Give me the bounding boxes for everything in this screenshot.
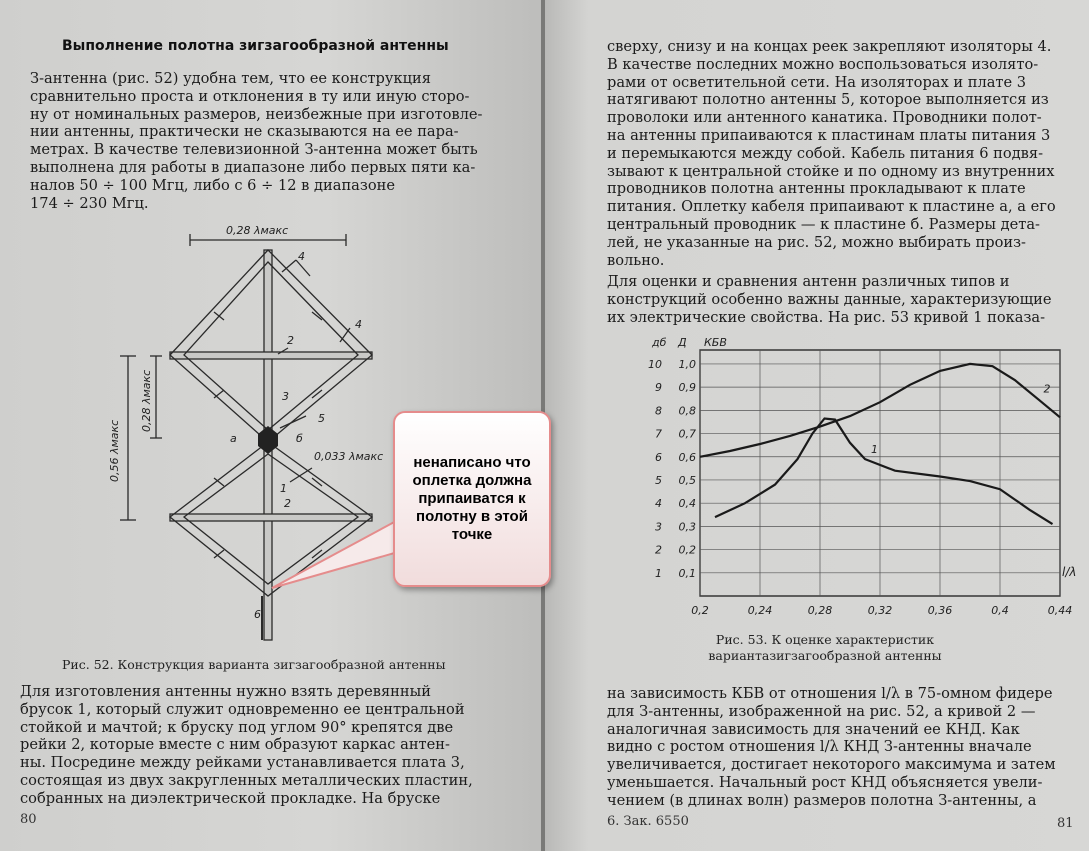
callout-text: ненаписано что оплетка должна припаиватся к полотну в этой точке [412,454,532,543]
text-line: видно с ростом отношения l/λ КНД З-антенны вначале [607,738,1032,756]
d-axis-title: Д [678,336,687,349]
text-line: стойкой и мачтой; к бруску под углом 90° крепятся две [20,718,454,736]
db-tick-label: 4 [655,497,662,511]
db-tick-label: 3 [655,520,662,534]
fig-label: 5 [318,412,325,425]
text-line: увеличивается, достигает некоторого максимума и затем [607,756,1056,774]
text-line: рами от осветительной сети. На изоляторах и плате 3 [607,73,1027,91]
db-tick-label: 6 [655,450,662,464]
footer-order-number: 6. Зак. 6550 [607,814,689,829]
kbv-tick-label: 0,3 [678,520,696,534]
dim-top-label: 0,28 λмакс [226,224,289,237]
right-bottom-paragraph [607,685,1072,810]
text-line: их электрические свойства. На рис. 53 кривой 1 показа- [607,308,1046,326]
text-line: питания. Оплетку кабеля припаивают к пластине а, а его [607,198,1056,216]
text-line: проволоки или антенного канатика. Проводники полот- [607,109,1042,127]
db-tick-label: 9 [655,381,662,395]
series-label: 2 [1043,382,1051,396]
kbv-tick-label: 0,5 [678,473,696,487]
text-line: уменьшается. Начальный рост КНД объясняется увели- [607,773,1043,791]
fig-label: 3 [282,390,289,403]
text-line: вольно. [607,251,665,269]
page-number-right: 81 [1057,816,1074,831]
db-tick-label: 1 [655,566,662,580]
dim-wire-label: 0,033 λмакс [314,450,384,463]
fig-label: 1 [280,482,287,495]
text-line: конструкций особенно важны данные, характеризующие [607,290,1052,308]
kbv-tick-label: 0,7 [678,427,696,441]
text-line: зывают к центральной стойке и по одному из внутренних [607,162,1055,180]
series-line-1 [715,419,1053,525]
text-line: и перемыкаются между собой. Кабель питания 6 подвя- [607,144,1044,162]
text-line: З-антенна (рис. 52) удобна тем, что ее конструкция [30,70,431,87]
x-tick-label: 0,28 [807,604,833,617]
text-line: на зависимость КБВ от отношения l/λ в 75-омном фидере [607,685,1053,702]
text-line: Рис. 53. К оценке характеристик варианта [708,632,935,663]
kbv-chart [605,330,1075,630]
x-axis-title: l/λ [1062,565,1077,579]
fig-label: 6 [254,608,261,621]
right-second-paragraph [607,273,1072,326]
text-line: сверху, снизу и на концах реек закрепляют изоляторы 4. [607,38,1052,55]
db-tick-label: 8 [655,404,662,418]
kbv-tick-label: 0,8 [678,404,696,418]
text-line: аналогичная зависимость для значений ее КНД. Как [607,720,1020,738]
db-axis-title: дб [652,336,667,349]
body-paragraph [20,683,485,808]
db-tick-label: 7 [655,427,662,441]
text-line: Для изготовления антенны нужно взять деревянный [20,683,431,700]
text-line: брусок 1, который служит одновременно ее центральной [20,700,465,718]
text-line: состоящая из двух закругленных металлических пластин, [20,771,473,789]
figure-52-caption: Рис. 52. Конструкция варианта зигзагообразной антенны [62,657,446,672]
text-line: ну от номинальных размеров, неизбежные при изготовле- [30,105,483,123]
db-tick-label: 2 [655,543,662,557]
text-line: Для оценки и сравнения антенн различных типов и [607,273,1010,290]
text-line: натягивают полотно антенны 5, которое выполняется из [607,91,1049,109]
x-tick-label: 0,44 [1047,604,1073,617]
db-tick-label: 10 [648,357,662,371]
text-line: лей, не указанные на рис. 52, можно выбирать произ- [607,233,1026,251]
fig-label: 4 [355,318,362,331]
right-page [545,0,1089,851]
kbv-tick-label: 0,2 [678,543,696,557]
fig-label: 2 [284,497,291,510]
kbv-axis-title: КБВ [704,336,727,349]
text-line: В качестве последних можно воспользоваться изолято- [607,55,1039,73]
kbv-tick-label: 0,1 [678,566,696,580]
text-line: нии антенны, практически не сказываются на ее пара- [30,123,459,141]
dim-left-outer-label: 0,56 λмакс [108,419,121,482]
fig-label: б [296,432,303,445]
text-line: 174 ÷ 230 Мгц. [30,194,149,212]
text-line: проводников полотна антенны прокладывают к плате [607,180,1026,198]
figure-53-caption [695,632,955,664]
kbv-tick-label: 0,4 [678,497,696,511]
series-label: 1 [871,443,878,457]
intro-paragraph [30,70,485,212]
text-line: ны. Посредине между рейками устанавливается плата 3, [20,754,465,772]
text-line: рейки 2, которые вместе с ним образуют каркас антен- [20,736,450,754]
kbv-tick-label: 0,9 [678,381,696,395]
fig-label: 4 [298,250,305,263]
x-tick-label: 0,2 [691,604,709,617]
right-top-paragraph [607,38,1072,269]
text-line: выполнена для работы в диапазоне либо первых пяти ка- [30,158,476,176]
dim-left-inner-label: 0,28 λмакс [140,369,153,432]
x-tick-label: 0,4 [991,604,1009,617]
text-line: для З-антенны, изображенной на рис. 52, а кривой 2 — [607,702,1036,720]
text-line: собранных на диэлектрической прокладке. На бруске [20,789,441,807]
kbv-tick-label: 1,0 [678,357,696,371]
text-line: зигзагообразной антенны [769,648,942,663]
text-line: сравнительно проста и отклонения в ту или иную сторо- [30,87,470,105]
section-heading: Выполнение полотна зигзагообразной антенны [62,38,449,54]
x-tick-label: 0,36 [927,604,953,617]
fig-label: 2 [287,334,294,347]
kbv-tick-label: 0,6 [678,450,696,464]
text-line: чением (в длинах волн) размеров полотна З-антенны, а [607,791,1037,809]
text-line: метрах. В качестве телевизионной З-антенна может быть [30,141,478,159]
text-line: налов 50 ÷ 100 Мгц, либо с 6 ÷ 12 в диапазоне [30,176,395,194]
x-tick-label: 0,24 [747,604,773,617]
annotation-callout[interactable] [393,411,551,587]
text-line: на антенны припаиваются к пластинам платы питания 3 [607,126,1051,144]
db-tick-label: 5 [655,473,662,487]
text-line: центральный проводник — к пластине б. Размеры дета- [607,215,1040,233]
fig-label: а [230,432,237,445]
page-number-left: 80 [20,812,37,827]
x-tick-label: 0,32 [867,604,893,617]
